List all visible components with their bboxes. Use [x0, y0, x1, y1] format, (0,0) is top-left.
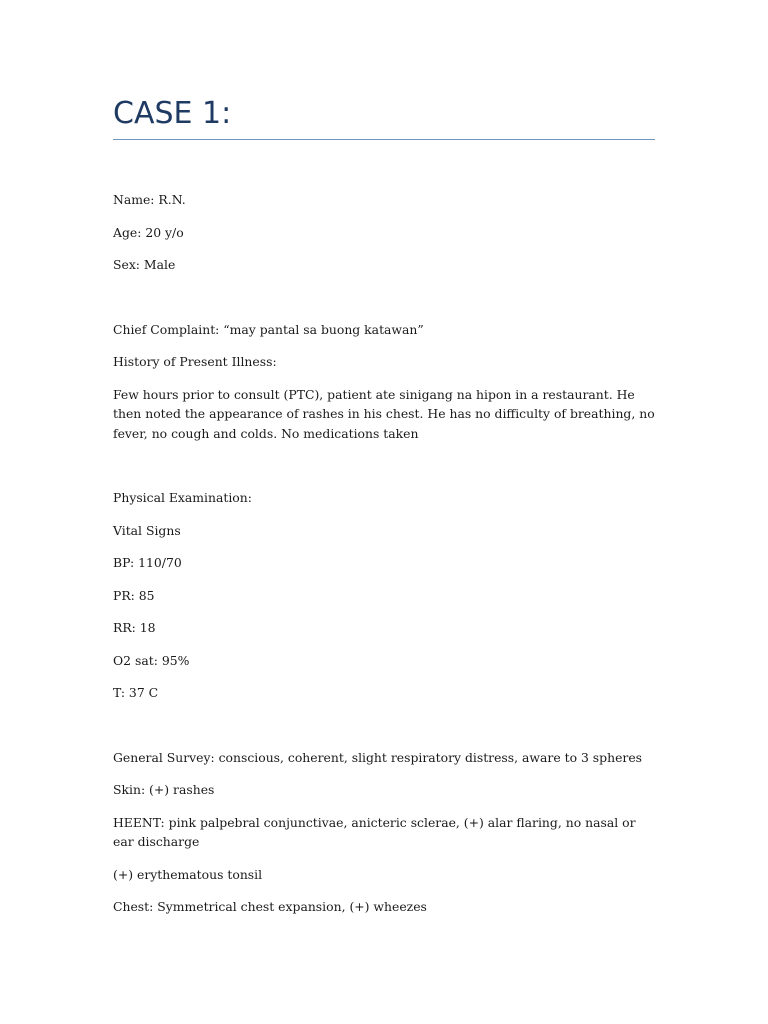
tonsil-finding: (+) erythematous tonsil: [113, 866, 263, 882]
vital-temperature: T: 37 C: [113, 685, 159, 700]
document-title: CASE 1:: [113, 96, 232, 131]
section-spacer: [113, 288, 655, 320]
chest-finding: Chest: Symmetrical chest expansion, (+) wheezes: [113, 899, 427, 914]
skin-finding: Skin: (+) rashes: [113, 782, 215, 797]
chief-complaint: Chief Complaint: “may pantal sa buong katawan”: [113, 321, 424, 337]
hpi-text: Few hours prior to consult (PTC), patient ate sinigang na hipon in a restaurant. He then noted the appearance of rashes in his chest. He has no difficulty of breathing, no fever, no cough and colds. No medications taken: [113, 386, 655, 441]
section-spacer: [113, 456, 655, 488]
general-survey: General Survey: conscious, coherent, slight respiratory distress, aware to 3 spheres: [113, 749, 643, 765]
vital-bp: BP: 110/70: [113, 555, 182, 570]
vital-rr: RR: 18: [113, 620, 156, 635]
document-body: [113, 190, 655, 930]
hpi-heading: History of Present Illness:: [113, 354, 277, 369]
patient-name: Name: R.N.: [113, 192, 186, 207]
physical-exam-heading: Physical Examination:: [113, 490, 252, 505]
vital-pr: PR: 85: [113, 587, 155, 603]
vital-o2-sat: O2 sat: 95%: [113, 652, 190, 668]
heent-finding: HEENT: pink palpebral conjunctivae, anicteric sclerae, (+) alar flaring, no nasal or ear discharge: [113, 814, 636, 849]
section-spacer: [113, 716, 655, 748]
patient-age: Age: 20 y/o: [113, 224, 184, 240]
patient-sex: Sex: Male: [113, 257, 176, 272]
document-page: [113, 0, 655, 1024]
title-underline-divider: [113, 139, 655, 140]
vital-signs-heading: Vital Signs: [113, 522, 181, 538]
